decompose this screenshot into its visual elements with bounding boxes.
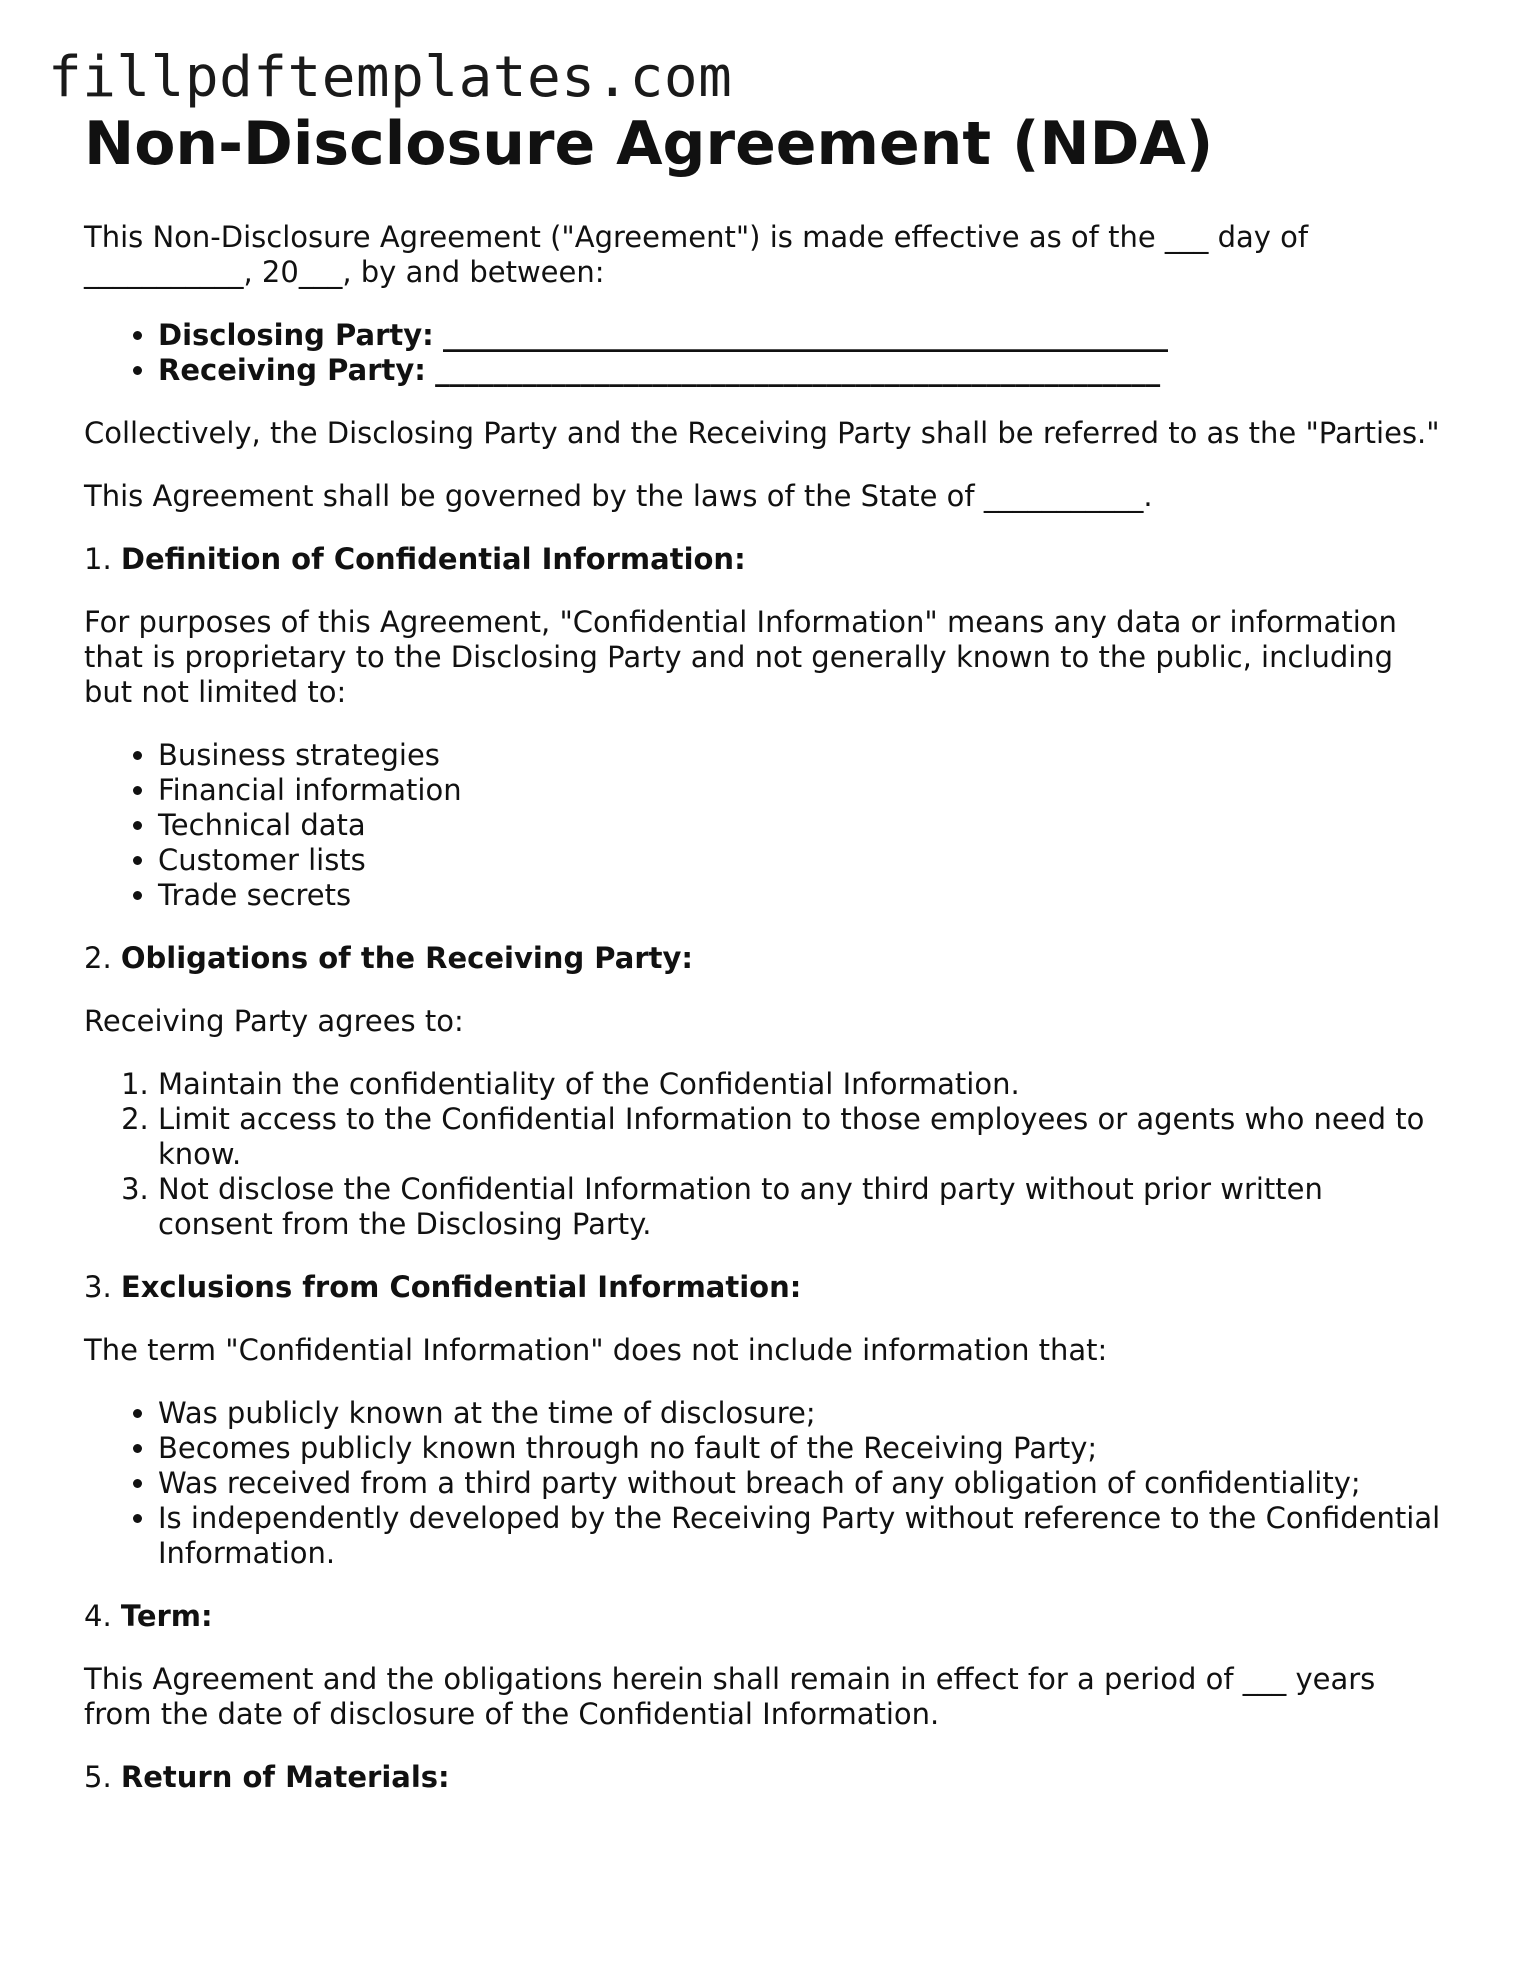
governing-law-paragraph: This Agreement shall be governed by the laws of the State of ___________. xyxy=(84,479,1153,513)
list-item: • Technical data xyxy=(158,808,1444,843)
section-heading xyxy=(84,1599,1444,1634)
list-item: • Trade secrets xyxy=(158,878,1444,913)
section-body: The term "Confidential Information" does not include information that: xyxy=(84,1333,1108,1367)
section-body: Receiving Party agrees to: xyxy=(84,1004,464,1038)
section-heading xyxy=(84,1270,1444,1305)
section-title: Definition of Confidential Information: xyxy=(120,542,746,576)
party-blank-field[interactable]: __________________________________________________ xyxy=(442,318,1168,352)
site-watermark: fillpdftemplates.com xyxy=(48,45,733,110)
confidential-info-list xyxy=(84,738,1444,913)
obligations-list xyxy=(84,1067,1444,1242)
section-number: 5. xyxy=(84,1760,112,1794)
party-receiving xyxy=(158,353,1444,388)
section-number: 4. xyxy=(84,1599,112,1633)
section-title: Obligations of the Receiving Party: xyxy=(120,941,694,975)
exclusions-list xyxy=(84,1396,1444,1571)
section-body: For purposes of this Agreement, "Confidential Information" means any data or information that is proprietary to the Disclosing Party and not generally known to the public, including but not limited to: xyxy=(84,605,1397,709)
list-item: • Business strategies xyxy=(158,738,1444,773)
section-number: 1. xyxy=(84,542,112,576)
party-disclosing xyxy=(158,318,1444,353)
intro-paragraph: This Non-Disclosure Agreement ("Agreement") is made effective as of the ___ day of ___________, 20___, by and between: xyxy=(84,220,1309,289)
section-heading xyxy=(84,1760,1444,1795)
list-item: 1. Maintain the confidentiality of the Confidential Information. xyxy=(158,1067,1444,1102)
list-item: 2. Limit access to the Confidential Information to those employees or agents who need to know. xyxy=(158,1102,1444,1172)
section-title: Return of Materials: xyxy=(120,1760,450,1794)
list-item: • Becomes publicly known through no fault of the Receiving Party; xyxy=(158,1431,1444,1466)
party-label: Disclosing Party: xyxy=(158,318,434,352)
collectively-paragraph: Collectively, the Disclosing Party and the Receiving Party shall be referred to as the "Parties." xyxy=(84,416,1440,450)
list-item: • Financial information xyxy=(158,773,1444,808)
list-item: 3. Not disclose the Confidential Information to any third party without prior written consent from the Disclosing Party. xyxy=(158,1172,1444,1242)
section-number: 3. xyxy=(84,1270,112,1304)
list-item: • Was publicly known at the time of disclosure; xyxy=(158,1396,1444,1431)
document-body xyxy=(84,104,1444,1823)
list-item: • Customer lists xyxy=(158,843,1444,878)
parties-list xyxy=(84,318,1444,388)
list-item: • Was received from a third party without breach of any obligation of confidentiality; xyxy=(158,1466,1444,1501)
party-label: Receiving Party: xyxy=(158,353,426,387)
section-heading xyxy=(84,542,1444,577)
section-title: Term: xyxy=(120,1599,213,1633)
section-number: 2. xyxy=(84,941,112,975)
list-item: • Is independently developed by the Receiving Party without reference to the Confidential Information. xyxy=(158,1501,1444,1571)
party-blank-field[interactable]: __________________________________________________ xyxy=(435,353,1161,387)
section-title: Exclusions from Confidential Information: xyxy=(120,1270,802,1304)
section-heading xyxy=(84,941,1444,976)
document-title: Non-Disclosure Agreement (NDA) xyxy=(84,109,1214,179)
section-body: This Agreement and the obligations herein shall remain in effect for a period of ___ years from the date of disclosure of the Confidential Information. xyxy=(84,1662,1376,1731)
